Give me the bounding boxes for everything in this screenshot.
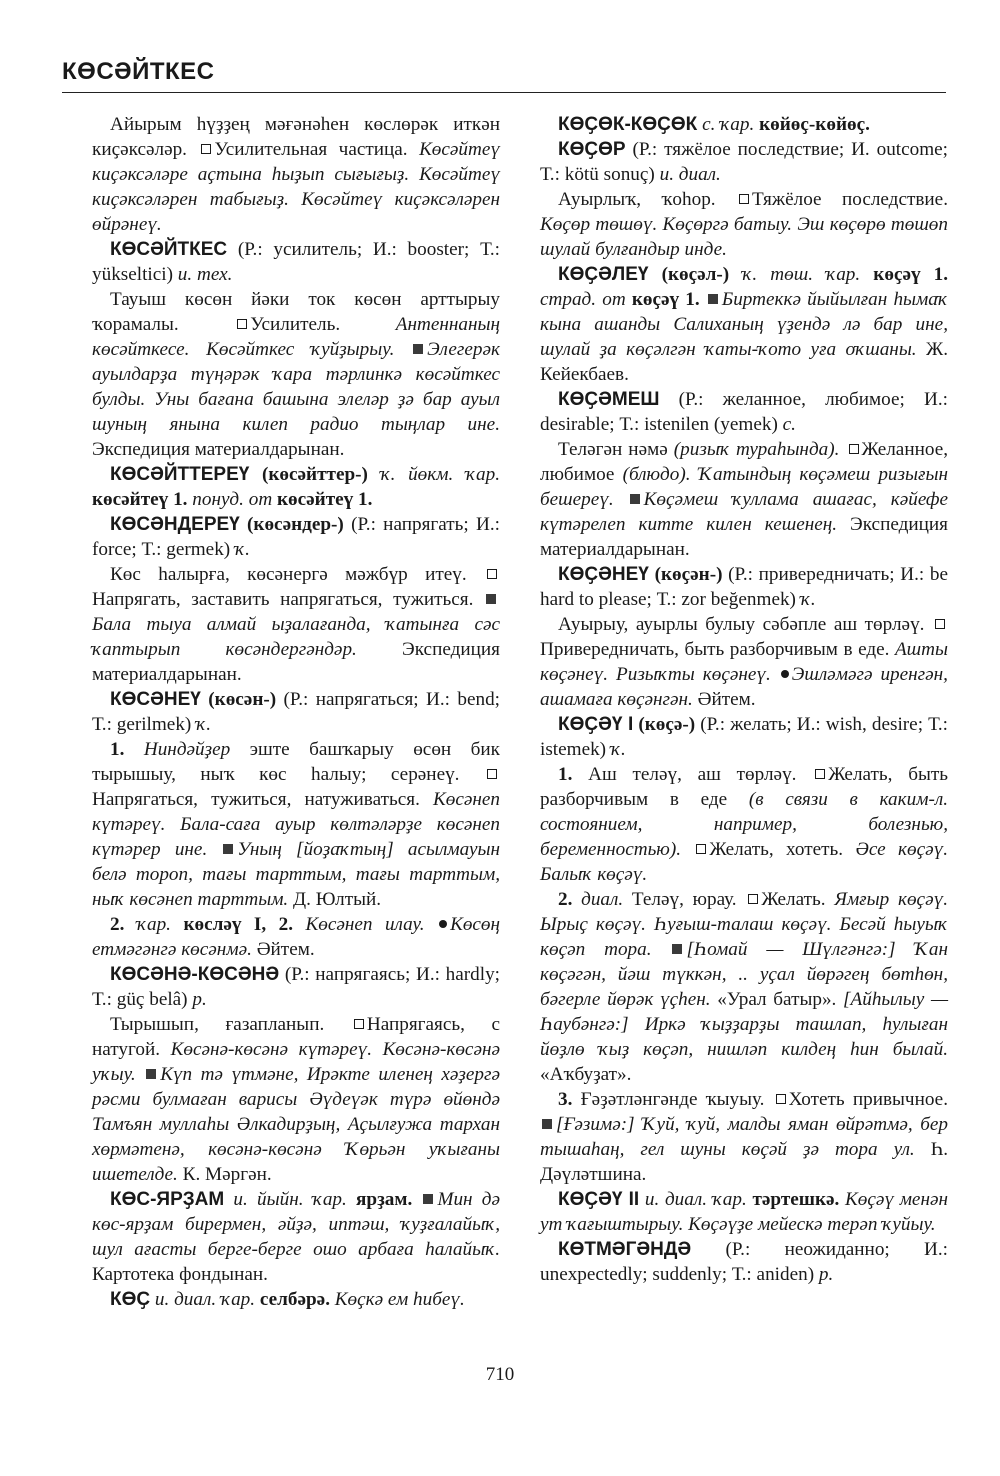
headword: КӨСӘЙТКЕС	[110, 239, 228, 260]
left-column	[92, 112, 500, 1312]
citation-marker-icon	[708, 294, 718, 304]
entry-definition: Тауыш көсөн йәки ток көсөн арттырыу ҡорамалы. Усилитель. Антеннаның көсәйткесе. Көсәйткес ҡуйҙырыу. Элегерәк ауылдарҙа түңәрәк ҡара тәрлинкә көсәйткес булды. Уны бағана башына элеләр ҙә бар ауыл шуның янына килеп радио тыңлар ине. Экспедиция материалдарынан.	[92, 289, 501, 460]
citation-marker-icon	[146, 1069, 156, 1079]
dictionary-entry: КӨСӘЙТКЕС (Р.: усилитель; И.: booster; Т.: yükseltici) и. тех.	[92, 239, 501, 285]
entry-sense: 2. ҡар. көсләү I, 2. Көсәнеп илау. Көсөң етмәгәнгә көсәнмә. Әйтем.	[92, 914, 501, 960]
dictionary-entry: КӨСӘНДЕРЕҮ (көсәндер-) (Р.: напрягать; И.: force; Т.: germek) ҡ.	[92, 514, 501, 560]
entry-sense: 1. Ниндәйҙер эште башҡарыу өсөн бик тырышыу, ныҡ көс һалыу; серәнеү. Напрягаться, тужиться, натуживаться. Көсәнеп күтәреү. Бала-саға ауыр көлтәләрҙе көсәнеп күтәрер ине. Уның [йоҙаҡтың] асылмауын белә тороп, тағы тарттым, тағы тарттым, ныҡ көсәнеп тарттым. Д. Юлтый.	[92, 739, 500, 910]
entry-definition: Ауырлыҡ, ҡоһор. Тяжёлое последствие. Көҫөр төшөү. Көҫөргә батыу. Эш көҫөрө төшөп шулай булғандыр инде.	[540, 189, 948, 260]
entry-sense: 1. Аш теләү, аш төрләү. Желать, быть разборчивым в еде (в связи в каким-л. состоянием, например, болезнью, беременностью). Желать, хотеть. Әсе көҫәү. Балыҡ көҫәү.	[540, 764, 949, 885]
headword: КӨҪ	[110, 1289, 151, 1310]
dictionary-entry: КӨҪӘҮ II и. диал. ҡар. тәртешкә. Көҫәү менән ут ҡағыштырыу. Көҫәүҙе мейескә терәп ҡуйыу.	[540, 1189, 949, 1235]
dictionary-entry: КӨҪӘҮ I (көҫә-) (Р.: желать; И.: wish, desire; Т.: istemek) ҡ.	[540, 714, 948, 760]
headword: КӨС-ЯРҘАМ	[110, 1189, 225, 1210]
russian-marker-icon	[815, 769, 825, 779]
dictionary-entry: КӨС-ЯРҘАМ и. йыйн. ҡар. ярҙам. Мин дә көс-ярҙам бирермен, әйҙә, иптәш, ҡуҙғалайыҡ, шул ағасты берге-берге ошо арбаға һалайыҡ. Картотека фондынан.	[92, 1189, 500, 1285]
headword: КӨТМӘГӘНДӘ	[558, 1239, 692, 1260]
russian-marker-icon	[849, 444, 859, 454]
russian-marker-icon	[354, 1019, 364, 1029]
headword: КӨҪӘМЕШ	[558, 389, 660, 410]
entry-definition: Теләгән нәмә (ризыҡ тураһында). Желанное, любимое (блюдо). Ҡатындың көҫәмеш ризығын бешереү. Көҫәмеш ҡуллама ашағас, кәйефе күтәрелеп китте килен кешенең. Экспедиция материалдарынан.	[540, 439, 949, 560]
headword: КӨҪӨК-КӨҪӨК	[558, 114, 698, 135]
citation-marker-icon	[486, 594, 496, 604]
entry-definition: Тырышып, ғазапланып. Напрягаясь, с натугой. Көсәнә-көсәнә күтәреү. Көсәнә-көсәнә уҡыу. Күп тә үтмәне, Ирәкте иленең хәҙергә рәсми булмаған варисы Әүдеүәк түрә өйөндә Тамъян муллаһы Әлкадирҙың, Аҫылғужа тархан хөрмәтенә, көсәнә-көсәнә Ҡөрьән уҡығаны ишетелде. К. Мәргән.	[92, 1014, 501, 1185]
entry-sense: 2. диал. Теләү, юрау. Желать. Ямғыр көҫәү. Ырыҫ көҫәү. Һуғыш-талаш көҫәү. Бесәй һыуыҡ көҫәп тора. [Һомай — Шүлгәнгә:] Ҡан көҫәгән, йәш түккән, .. уҫал йөрәгең бөтһөн, бәгерле йөрәк үҫһен. «Урал батыр». [Айһылыу — Һаубәнгә:] Иркә ҡыҙҙарҙы ташлап, һулыған йөҙлө ҡыҙ көҫәп, нишләп килдең һин былай. «Аҡбуҙат».	[540, 889, 949, 1085]
dictionary-entry: КӨТМӘГӘНДӘ (Р.: неожиданно; И.: unexpectedly; suddenly; Т.: aniden) р.	[540, 1239, 948, 1285]
russian-marker-icon	[748, 894, 758, 904]
dictionary-entry: КӨҪӘНЕҮ (көҫән-) (Р.: привередничать; И.: be hard to please; Т.: zor beğenmek) ҡ.	[540, 564, 949, 610]
citation-marker-icon	[672, 944, 682, 954]
dictionary-entry: КӨҪӨР (Р.: тяжёлое последствие; И. outcome; Т.: kötü sonuç) и. диал.	[540, 139, 949, 185]
page-number: 710	[485, 1364, 515, 1385]
headword: КӨСӘНЕҮ	[110, 689, 201, 710]
headword: КӨСӘНДЕРЕҮ	[110, 514, 240, 535]
entry-sense: 3. Ғәҙәтләнгәнде ҡыуыу. Хотеть привычное. [Ғәзимә:] Ҡуй, ҡуй, малды яман өйрәтмә, бер тышаһаң, гел шуны көҫәй ҙә тора ул. Һ. Дәүләтшина.	[540, 1089, 948, 1185]
proverb-marker-icon	[439, 920, 447, 928]
page-header	[62, 58, 946, 93]
citation-marker-icon	[223, 844, 233, 854]
headword: КӨҪӘЛЕҮ	[558, 264, 649, 285]
russian-marker-icon	[935, 619, 945, 629]
citation-marker-icon	[542, 1119, 552, 1129]
running-title: КӨСӘЙТКЕС	[62, 58, 215, 85]
russian-marker-icon	[487, 769, 497, 779]
entry-continuation: Айырым һүҙҙең мәғәнәһен көслөрәк иткән киҫәксәләр. Усилительная частица. Көсәйтеү киҫәксәләре аҫтына һыҙып сығығыҙ. Көсәйтеү киҫәксәләрен табығыҙ. Көсәйтеү киҫәксәләрен өйрәнеү.	[92, 114, 500, 235]
russian-marker-icon	[776, 1094, 786, 1104]
headword: КӨҪӨР	[558, 139, 626, 160]
right-column	[540, 112, 948, 1312]
citation-marker-icon	[413, 344, 423, 354]
dictionary-entry: КӨСӘНЕҮ (көсән-) (Р.: напрягаться; И.: bend; Т.: gerilmek) ҡ.	[92, 689, 501, 735]
proverb-marker-icon	[781, 670, 789, 678]
dictionary-entry: КӨҪӘЛЕҮ (көҫәл-) ҡ. төш. ҡар. көҫәү 1. страд. от көҫәү 1. Биртеккә йыйылған һымаҡ кына ашанды Салиханың үҙендә лә бар ине, шулай ҙа көҫәлгән ҡаты-ҡото уға оҡшаны. Ж. Кейекбаев.	[540, 264, 949, 385]
entry-definition: Ауырыу, ауырлы булыу сәбәпле аш төрләү. Привередничать, быть разборчивым в еде. Ашты көҫәнеү. Ризыҡты көҫәнеү. Эшләмәгә иренгән, ашамаға көҫәнгән. Әйтем.	[540, 614, 948, 710]
headword: КӨСӘЙТТЕРЕҮ	[110, 464, 250, 485]
russian-marker-icon	[487, 569, 497, 579]
russian-marker-icon	[696, 844, 706, 854]
headword: КӨҪӘНЕҮ	[558, 564, 649, 585]
citation-marker-icon	[630, 494, 640, 504]
headword: КӨҪӘҮ I	[558, 714, 634, 735]
dictionary-entry: КӨСӘНӘ-КӨСӘНӘ (Р.: напрягаясь; И.: hardly; Т.: güç belâ) р.	[92, 964, 500, 1010]
entry-definition: Көс һалырға, көсәнергә мәжбүр итеү. Напрягать, заставить напрягаться, тужиться. Бала тыуа алмай ыҙалағанда, ҡатынға сәс ҡаптырып көсәндергәндәр. Экспедиция материалдарынан.	[92, 564, 500, 685]
dictionary-columns	[92, 112, 948, 1312]
headword: КӨСӘНӘ-КӨСӘНӘ	[110, 964, 280, 985]
russian-marker-icon	[201, 144, 211, 154]
dictionary-entry: КӨСӘЙТТЕРЕҮ (көсәйттер-) ҡ. йөкм. ҡар. көсәйтеү 1. понуд. от көсәйтеү 1.	[92, 464, 501, 510]
russian-marker-icon	[739, 194, 749, 204]
citation-marker-icon	[423, 1194, 433, 1204]
dictionary-entry: КӨҪ и. диал. ҡар. селбәрә. Көҫкә ем һибеү.	[110, 1289, 465, 1310]
dictionary-entry: КӨҪӨК-КӨҪӨК с. ҡар. көйөҫ-көйөҫ.	[558, 114, 870, 135]
russian-marker-icon	[237, 319, 247, 329]
dictionary-entry: КӨҪӘМЕШ (Р.: желанное, любимое; И.: desirable; Т.: istenilen (yemek) с.	[540, 389, 948, 435]
headword: КӨҪӘҮ II	[558, 1189, 640, 1210]
